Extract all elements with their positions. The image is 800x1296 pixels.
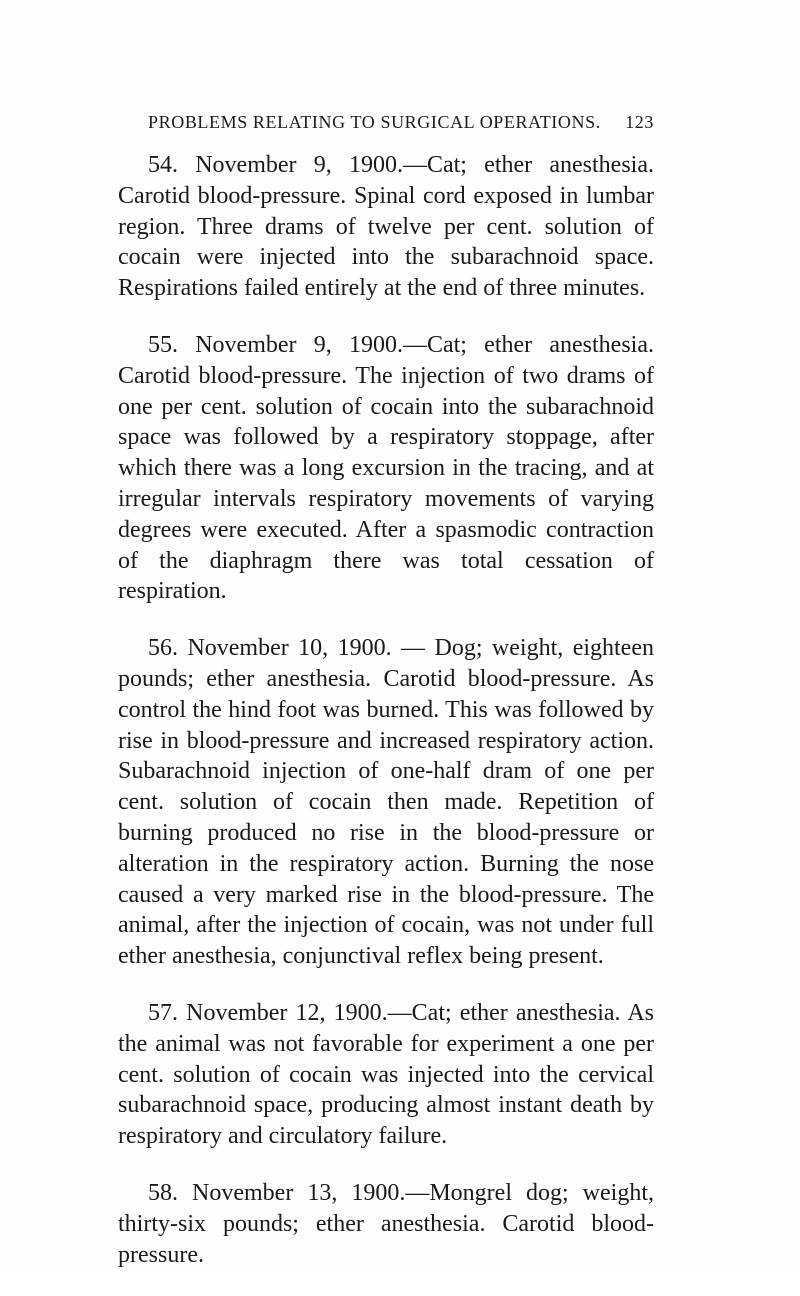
running-head: [148, 110, 654, 134]
body-text: [118, 150, 654, 1296]
paragraph-55: 55. November 9, 1900.—Cat; ether anesthesia. Carotid blood-pressure. The injection of two drams of one per cent. solution of cocain into the subarachnoid space was followed by a respiratory stoppage, after which there was a long excursion in the tracing, and at irregular intervals respiratory movements of varying degrees were executed. After a spasmodic contraction of the diaphragm there was total cessation of respiration.: [118, 331, 654, 605]
paragraph-58: 58. November 13, 1900.—Mongrel dog; weight, thirty-six pounds; ether anesthesia. Carotid blood-pressure.: [118, 1179, 654, 1268]
paragraph-56: 56. November 10, 1900. — Dog; weight, eighteen pounds; ether anesthesia. Carotid blood-pressure. As control the hind foot was burned. This was followed by rise in blood-pressure and increased respiratory action. Subarachnoid injection of one-half dram of one per cent. solution of cocain then made. Repetition of burning produced no rise in the blood-pressure or alteration in the respiratory action. Burning the nose caused a very marked rise in the blood-pressure. The animal, after the injection of cocain, was not under full ether anesthesia, conjunctival reflex being present.: [118, 635, 654, 970]
paragraph-57: 57. November 12, 1900.—Cat; ether anesthesia. As the animal was not favorable for experiment a one per cent. solution of cocain was injected into the cervical subarachnoid space, producing almost instant death by respiratory and circulatory failure.: [118, 999, 654, 1150]
page-number: 123: [625, 112, 654, 132]
paragraph-54: 54. November 9, 1900.—Cat; ether anesthesia. Carotid blood-pressure. Spinal cord exposed in lumbar region. Three drams of twelve per cent. solution of cocain were injected into the subarachnoid space. Respirations failed entirely at the end of three minutes.: [118, 152, 654, 302]
running-title: PROBLEMS RELATING TO SURGICAL OPERATIONS.: [148, 112, 601, 132]
